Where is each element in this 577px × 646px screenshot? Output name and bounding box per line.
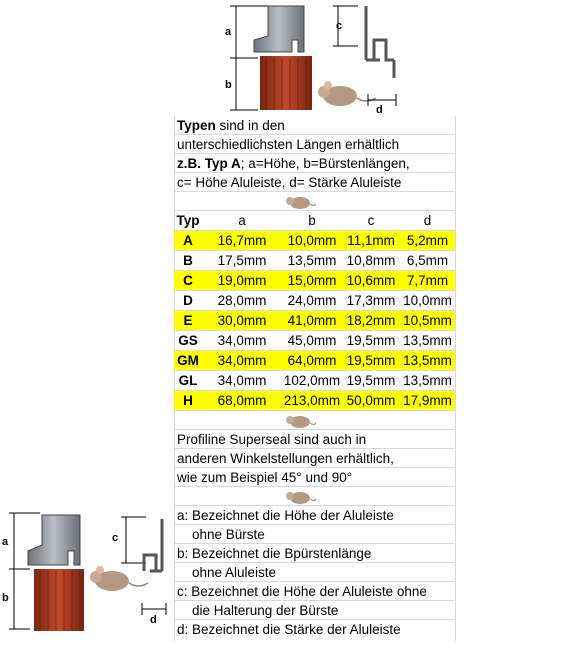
mouse-icon <box>280 192 316 211</box>
table-cell-d: 10,5mm <box>403 313 452 328</box>
intro-line-3: z.B. Typ A; a=Höhe, b=Bürstenlängen, <box>174 154 455 173</box>
legend-b-1: b: Bezeichnet die Bpürstenlänge <box>174 544 455 563</box>
table-cell-typ: A <box>183 233 193 248</box>
table-cell-a: 34,0mm <box>217 353 267 368</box>
table-cell-a: 30,0mm <box>217 313 267 328</box>
angles-line-1: Profiline Superseal sind auch in <box>174 430 455 449</box>
angles-line-2: anderen Winkelstellungen erhältlich, <box>174 449 455 468</box>
table-cell-c: 19,5mm <box>346 333 396 348</box>
intro-line-4: c= Höhe Aluleiste, d= Stärke Aluleiste <box>174 173 455 192</box>
table-cell-typ: GL <box>178 373 198 388</box>
table-cell-d: 7,7mm <box>406 273 449 288</box>
table-cell-typ: B <box>183 253 193 268</box>
table-row <box>174 351 455 371</box>
table-cell-a: 34,0mm <box>217 333 267 348</box>
legend-d-1: d: Bezeichnet die Stärke der Aluleiste <box>177 622 401 637</box>
col-header-b: b <box>308 213 316 228</box>
table-cell-c: 10,8mm <box>346 253 396 268</box>
table-cell-typ: H <box>183 393 193 408</box>
table-cell-a: 19,0mm <box>217 273 267 288</box>
table-cell-typ: C <box>183 273 193 288</box>
table-cell-d: 13,5mm <box>403 333 452 348</box>
legend-b-2: ohne Aluleiste <box>174 563 455 582</box>
table-cell-typ: GM <box>177 353 199 368</box>
table-cell-typ: GS <box>178 333 198 348</box>
table-cell-c: 11,1mm <box>347 233 395 248</box>
table-cell-b: 102,0mm <box>283 373 341 388</box>
table-row <box>174 371 455 391</box>
dim-label-d: d <box>376 104 383 116</box>
mouse-icon <box>318 81 376 106</box>
dim-label-c: c <box>336 20 343 32</box>
seal-profile-illustration <box>218 0 418 116</box>
mouse-icon <box>280 487 316 506</box>
table-cell-c: 17,3mm <box>346 293 396 308</box>
table-cell-a: 17,5mm <box>217 253 267 268</box>
col-header-c: c <box>367 213 375 228</box>
table-cell-typ: D <box>183 293 193 308</box>
table-row <box>174 391 455 411</box>
dim-label-c: c <box>112 532 119 544</box>
mouse-row-3 <box>174 487 455 506</box>
dim-label-b: b <box>225 79 232 91</box>
table-header <box>174 211 455 231</box>
col-header-typ: Typ <box>176 213 200 228</box>
legend-a-1: a: Bezeichnet die Höhe der Aluleiste <box>174 506 455 525</box>
table-cell-a: 28,0mm <box>217 293 267 308</box>
table-cell-d: 5,2mm <box>406 233 449 248</box>
table-cell-d: 6,5mm <box>406 253 449 268</box>
col-header-d: d <box>423 213 432 228</box>
legend-a-2: ohne Bürste <box>174 525 455 544</box>
table-row <box>174 271 455 291</box>
table-cell-b: 64,0mm <box>287 353 337 368</box>
table-cell-c: 19,5mm <box>346 353 396 368</box>
table-cell-a: 34,0mm <box>217 373 267 388</box>
mouse-icon <box>90 566 148 591</box>
spec-sheet <box>174 116 455 641</box>
table-cell-c: 19,5mm <box>346 373 396 388</box>
col-header-a: a <box>238 213 246 228</box>
top-profile-diagram <box>218 0 418 116</box>
mouse-row-2 <box>174 411 455 430</box>
seal-profile-illustration <box>0 505 174 641</box>
table-cell-c: 50,0mm <box>346 393 396 408</box>
dim-label-a: a <box>2 536 9 548</box>
table-cell-c: 18,2mm <box>346 313 396 328</box>
dim-label-a: a <box>225 26 232 38</box>
legend-c-1: c: Bezeichnet die Höhe der Aluleiste ohne <box>174 582 455 601</box>
dim-label-d: d <box>150 614 157 626</box>
table-cell-d: 13,5mm <box>403 373 452 388</box>
table-row <box>174 291 455 311</box>
table-cell-a: 68,0mm <box>217 393 267 408</box>
legend-c-2: die Halterung der Bürste <box>174 601 455 620</box>
mouse-icon <box>280 411 316 430</box>
table-cell-b: 24,0mm <box>287 293 337 308</box>
table-cell-d: 17,9mm <box>403 393 452 408</box>
angles-line-3: wie zum Beispiel 45° und 90° <box>174 468 455 487</box>
table-cell-d: 13,5mm <box>403 353 452 368</box>
table-cell-b: 13,5mm <box>287 253 337 268</box>
mouse-row-1 <box>174 192 455 211</box>
table-cell-b: 15,0mm <box>287 273 337 288</box>
table-row <box>174 231 455 251</box>
table-cell-b: 10,0mm <box>287 233 337 248</box>
dim-label-b: b <box>2 592 9 604</box>
table-cell-d: 10,0mm <box>403 293 452 308</box>
intro-line-2: unterschiedlichsten Längen erhältlich <box>174 135 455 154</box>
table-cell-c: 10,6mm <box>346 273 396 288</box>
table-cell-b: 45,0mm <box>287 333 337 348</box>
table-row <box>174 331 455 351</box>
table-cell-b: 213,0mm <box>283 393 341 408</box>
table-cell-a: 16,7mm <box>217 233 267 248</box>
intro-line-1: Typen sind in den <box>174 116 455 135</box>
table-row <box>174 311 455 331</box>
table-cell-typ: E <box>183 313 193 328</box>
table-row <box>174 251 455 271</box>
table-cell-b: 41,0mm <box>287 313 337 328</box>
bottom-profile-diagram <box>0 505 174 641</box>
